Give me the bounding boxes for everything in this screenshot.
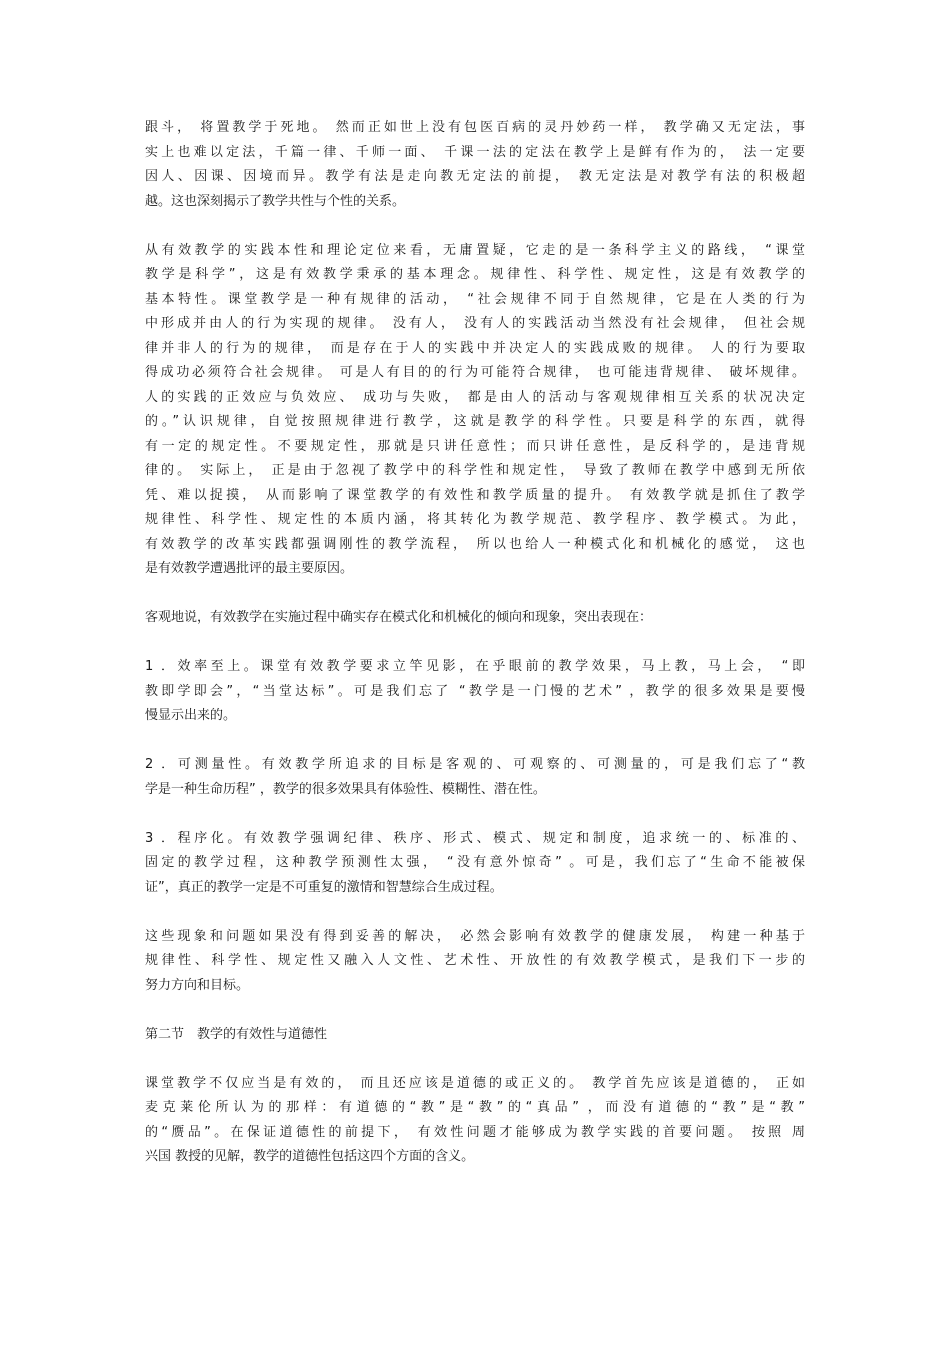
text-line: 越。这也深刻揭示了教学共性与个性的关系。 [145, 193, 406, 209]
text-line: 律的。 实际上， 正是由于忽视了教学中的科学性和规定性， 导致了教师在教学中感到无所依 [145, 463, 805, 478]
text-line: 跟斗， 将置教学于死地。 然而正如世上没有包医百病的灵丹妙药一样， 教学确又无定法，事 [145, 120, 805, 135]
text-line: 兴国 教授的见解，教学的道德性包括这四个方面的含义。 [145, 1149, 475, 1164]
text-line: 规律性、科学性、规定性的本质内涵，将其转化为教学规范、教学程序、教学模式。为此， [145, 512, 805, 527]
section-heading [145, 1023, 805, 1048]
list-item-2 [145, 753, 805, 802]
text-line: 得成功必须符合社会规律。 可是人有目的的行为可能符合规律， 也可能违背规律、 破坏规律。 [145, 365, 805, 380]
text-line: 律并非人的行为的规律， 而是存在于人的实践中并决定人的实践成败的规律。 人的行为要取 [145, 340, 805, 356]
list-item-3 [145, 827, 805, 901]
text-line: 努力方向和目标。 [145, 977, 250, 993]
text-line: 2 ．可测量性。有效教学所追求的目标是客观的、可观察的、可测量的，可是我们忘了“教 [145, 757, 805, 772]
document-page [145, 116, 805, 1194]
text-line: 的。”认识规律，自觉按照规律进行教学，这就是教学的科学性。只要是科学的东西，就得 [145, 414, 805, 429]
section-title: 第二节 教学的有效性与道德性 [145, 1026, 328, 1042]
text-line: 有一定的规定性。不要规定性，那就是只讲任意性；而只讲任意性，是反科学的，是违背规 [145, 438, 805, 454]
text-line: 教即学即会”，“当堂达标”。可是我们忘了 “教学是一门慢的艺术” ，教学的很多效果是要慢 [145, 683, 805, 699]
paragraph-7 [145, 925, 805, 999]
text-line: 固定的教学过程，这种教学预测性太强， “没有意外惊奇” 。可是，我们忘了“生命不能被保 [145, 855, 805, 870]
text-line: 有效教学的改革实践都强调刚性的教学流程， 所以也给人一种模式化和机械化的感觉， 这也 [145, 536, 805, 552]
text-line: 客观地说，有效教学在实施过程中确实存在模式化和机械化的倾向和现象，突出表现在： [145, 610, 653, 625]
text-line: 的“赝品”。在保证道德性的前提下， 有效性问题才能够成为教学实践的首要问题。 按照 周 [145, 1124, 805, 1140]
text-line: 中形成并由人的行为实现的规律。 没有人， 没有人的实践活动当然没有社会规律， 但社会规 [145, 316, 805, 331]
paragraph-2 [145, 239, 805, 582]
text-line: 学是一种生命历程” ，教学的很多效果具有体验性、模糊性、潜在性。 [145, 781, 546, 797]
text-line: 麦克莱伦所认为的那样：有道德的“教”是“教”的“真品” ，而没有道德的“教”是“教” [145, 1100, 805, 1115]
text-line: 规律性、科学性、规定性又融入人文性、艺术性、开放性的有效教学模式，是我们下一步的 [145, 953, 805, 968]
text-line: 从有效教学的实践本性和理论定位来看，无庸置疑，它走的是一条科学主义的路线， “课堂 [145, 242, 805, 258]
text-line: 证”，真正的教学一定是不可重复的激情和智慧综合生成过程。 [145, 879, 503, 895]
list-item-1 [145, 655, 805, 729]
text-line: 1 ．效率至上。课堂有效教学要求立竿见影，在乎眼前的教学效果，马上教，马上会， “即 [145, 659, 805, 674]
text-line: 因人、因课、因境而异。教学有法是走向教无定法的前提， 教无定法是对教学有法的积极超 [145, 169, 805, 184]
text-line: 课堂教学不仅应当是有效的， 而且还应该是道德的或正义的。 教学首先应该是道德的， 正如 [145, 1075, 805, 1091]
text-line: 是有效教学遭遇批评的最主要原因。 [145, 561, 354, 576]
text-line: 人的实践的正效应与负效应、 成功与失败， 都是由人的活动与客观规律相互关系的状况决定 [145, 389, 805, 405]
text-line: 凭、难以捉摸， 从而影响了课堂教学的有效性和教学质量的提升。 有效教学就是抓住了教学 [145, 487, 805, 503]
text-line: 慢显示出来的。 [145, 708, 237, 723]
text-line: 基本特性。课堂教学是一种有规律的活动， “社会规律不同于自然规律，它是在人类的行为 [145, 291, 805, 307]
text-line: 教学是科学”，这是有效教学秉承的基本理念。规律性、科学性、规定性，这是有效教学的 [145, 267, 805, 282]
paragraph-1 [145, 116, 805, 214]
paragraph-3 [145, 606, 805, 631]
text-line: 这些现象和问题如果没有得到妥善的解决， 必然会影响有效教学的健康发展， 构建一种基于 [145, 928, 805, 944]
text-line: 3 ．程序化。有效教学强调纪律、秩序、形式、模式、规定和制度，追求统一的、标准的、 [145, 830, 805, 846]
text-line: 实上也难以定法，千篇一律、千师一面、 千课一法的定法在教学上是鲜有作为的， 法一定要 [145, 144, 805, 160]
paragraph-9 [145, 1072, 805, 1170]
